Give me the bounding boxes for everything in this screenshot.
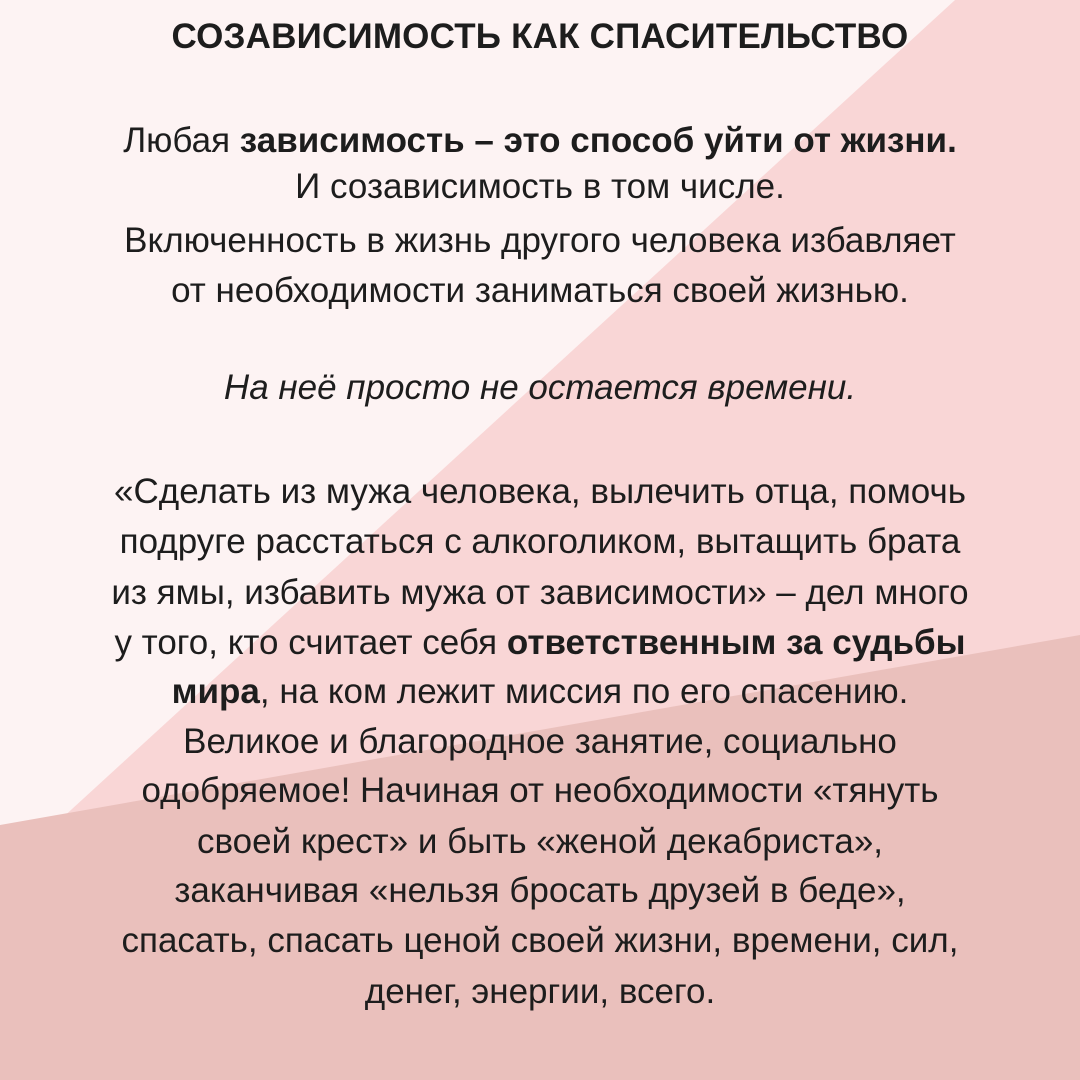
page-title: СОЗАВИСИМОСТЬ КАК СПАСИТЕЛЬСТВО	[171, 17, 909, 56]
text-line: одобряемое! Начиная от необходимости «тянуть	[141, 771, 939, 810]
italic-line: На неё просто не остается времени.	[223, 368, 857, 407]
text-line: денег, энергии, всего.	[364, 972, 716, 1011]
text-line: заканчивая «нельзя бросать друзей в беде»,	[174, 871, 906, 910]
text-line: И созависимость в том числе.	[295, 167, 785, 206]
text-line: мира, на ком лежит миссия по его спасению.	[171, 672, 909, 711]
bold-phrase: зависимость – это способ уйти от жизни.	[239, 121, 957, 160]
text-line: спасать, спасать ценой своей жизни, времени, сил,	[121, 921, 959, 960]
text-line: Любая зависимость – это способ уйти от жизни.	[123, 121, 957, 160]
text-line: от необходимости заниматься своей жизнью.	[171, 271, 909, 310]
text-line: Великое и благородное занятие, социально	[183, 722, 897, 761]
text-line: у того, кто считает себя ответственным за судьбы	[114, 623, 966, 662]
text-line: Включенность в жизнь другого человека избавляет	[124, 221, 956, 260]
bold-phrase: ответственным за судьбы	[506, 623, 966, 662]
text-line: «Сделать из мужа человека, вылечить отца, помочь	[114, 472, 966, 511]
text-line: подруге расстаться с алкоголиком, вытащить брата	[119, 522, 961, 561]
bold-phrase: мира	[171, 672, 260, 711]
text-line: своей крест» и быть «женой декабриста»,	[196, 822, 884, 861]
text-line: из ямы, избавить мужа от зависимости» – дел много	[111, 573, 969, 612]
